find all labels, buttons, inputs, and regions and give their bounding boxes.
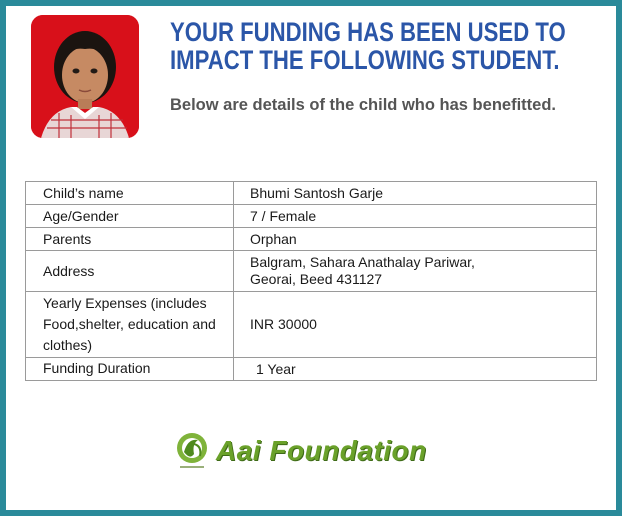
foundation-name: Aai Foundation [216,435,427,466]
student-photo [31,15,139,138]
foundation-logo [174,430,427,472]
address-value [234,251,597,292]
name-value: Bhumi Santosh Garje [234,182,597,205]
parents-label: Parents [26,228,234,251]
age-gender-label: Age/Gender [26,205,234,228]
page-title: YOUR FUNDING HAS BEEN USED TO IMPACT THE FOLLOWING STUDENT. [170,17,566,75]
table-row [26,228,597,251]
foundation-emblem-icon [174,430,212,472]
page-subtitle: Below are details of the child who has benefitted. [170,96,556,114]
parents-value: Orphan [234,228,597,251]
table-row [26,358,597,381]
certificate-card [6,6,616,510]
table-row [26,251,597,292]
address-line-2: Georai, Beed 431127 [250,271,383,287]
table-row [26,292,597,358]
table-row [26,205,597,228]
expenses-label: Yearly Expenses (includes Food,shelter, education and clothes) [26,292,234,358]
expenses-value: INR 30000 [234,292,597,358]
address-line-1: Balgram, Sahara Anathalay Pariwar, [250,254,475,270]
table-row [26,182,597,205]
duration-value: 1 Year [234,358,597,381]
age-gender-value: 7 / Female [234,205,597,228]
student-details-table [25,181,597,381]
duration-label: Funding Duration [26,358,234,381]
name-label: Child’s name [26,182,234,205]
address-label: Address [26,251,234,292]
